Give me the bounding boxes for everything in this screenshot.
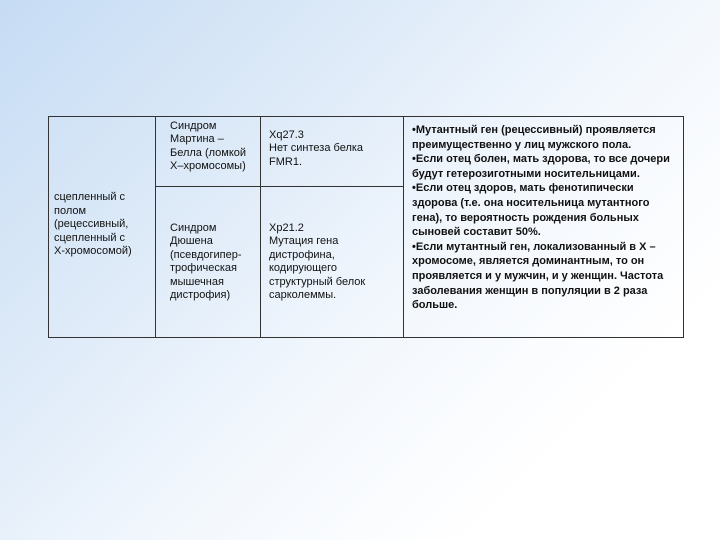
bullet-icon: • bbox=[412, 153, 416, 166]
note-item bbox=[412, 240, 679, 313]
locus-cell-martin-bell bbox=[261, 117, 404, 187]
note-item bbox=[412, 152, 679, 181]
bullet-icon: • bbox=[412, 124, 416, 136]
note-text: Если отец болен, мать здорова, то все дочери будут гетерозиготными носительницами. bbox=[412, 153, 670, 180]
notes-list bbox=[404, 117, 683, 313]
bullet-icon: • bbox=[412, 240, 416, 253]
syndrome-name: Синдром Мартина – Белла (ломкой Х–хромосомы) bbox=[170, 120, 247, 173]
bullet-icon: • bbox=[412, 182, 416, 195]
locus-description: Xq27.3 Нет синтеза белка FMR1. bbox=[269, 129, 364, 168]
note-text: Если отец здоров, мать фенотипически здорова (т.е. она носительница мутантного гена), то вероятность рождения больных сыновей составит 50%. bbox=[412, 182, 650, 239]
locus-description: Xp21.2 Мутация гена дистрофина, кодирующего структурный белок сарколеммы. bbox=[269, 222, 366, 302]
note-item bbox=[412, 123, 679, 152]
note-text: Мутантный ген (рецессивный) проявляется преимущественно у лиц мужского пола. bbox=[412, 124, 656, 151]
table-row bbox=[49, 117, 684, 187]
note-text: Если мутантный ген, локализованный в Х –хромосоме, является доминантным, то он проявляется и у мужчин, и у женщин. Частота заболевания женщин в популяции в 2 раза больше. bbox=[412, 240, 664, 312]
genetics-table bbox=[48, 116, 684, 338]
locus-cell-duchenne bbox=[261, 187, 404, 338]
notes-cell bbox=[404, 117, 684, 338]
syndrome-cell-martin-bell bbox=[156, 117, 261, 187]
syndrome-cell-duchenne bbox=[156, 187, 261, 338]
note-item bbox=[412, 181, 679, 239]
syndrome-name: Синдром Дюшена (псевдогипер- трофическая мышечная дистрофия) bbox=[170, 222, 242, 302]
inheritance-type-cell bbox=[49, 117, 156, 338]
inheritance-type-text: сцепленный с полом (рецессивный, сцепленный с Х-хромосомой) bbox=[54, 191, 132, 258]
